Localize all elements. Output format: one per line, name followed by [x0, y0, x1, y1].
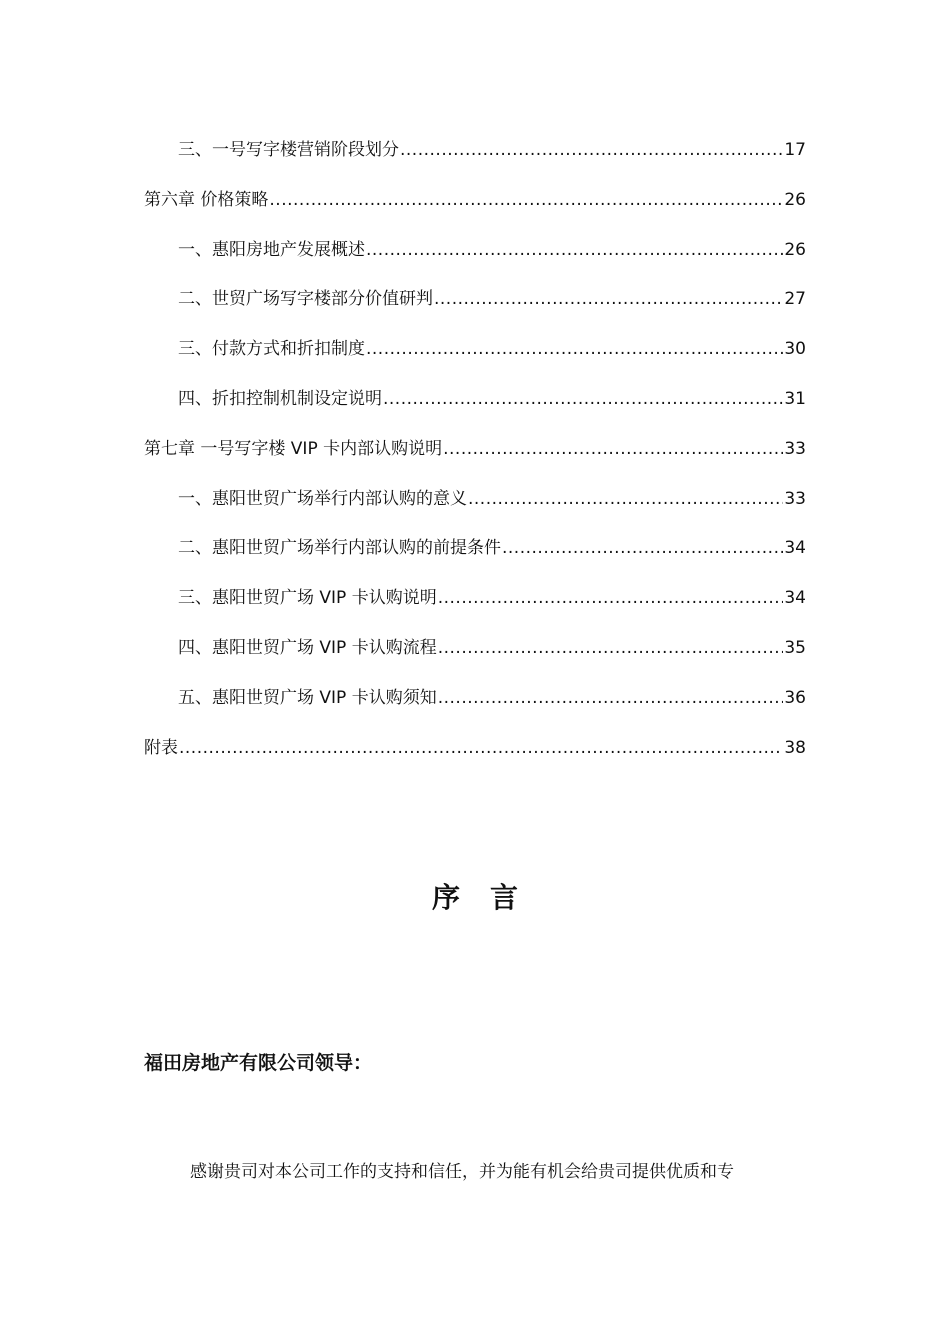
toc-page-number: 26 [784, 239, 806, 260]
toc-entry-title: 第七章 一号写字楼 VIP 卡内部认购说明 [144, 438, 443, 459]
toc-entry-title: 一、惠阳房地产发展概述 [178, 239, 365, 260]
table-of-contents [144, 137, 806, 784]
toc-entry-title: 一、惠阳世贸广场举行内部认购的意义 [178, 488, 467, 509]
toc-page-number: 34 [784, 538, 806, 559]
toc-entry-title: 四、折扣控制机制设定说明 [178, 388, 382, 409]
toc-entry-title: 三、一号写字楼营销阶段划分 [178, 140, 399, 160]
toc-entry[interactable] [144, 237, 806, 287]
toc-page-number: 35 [784, 637, 806, 658]
toc-dot-leader [269, 187, 783, 213]
toc-dot-leader [179, 735, 783, 761]
toc-dot-leader [366, 237, 783, 263]
toc-entry[interactable] [144, 386, 806, 436]
toc-entry-title: 三、惠阳世贸广场 VIP 卡认购说明 [178, 588, 437, 609]
toc-entry[interactable] [144, 436, 806, 486]
toc-entry-title: 二、世贸广场写字楼部分价值研判 [178, 289, 433, 310]
toc-entry[interactable] [144, 735, 806, 785]
toc-page-number: 33 [784, 438, 806, 459]
salutation: 福田房地产有限公司领导： [144, 1052, 373, 1074]
toc-dot-leader [502, 535, 783, 561]
toc-dot-leader [400, 137, 783, 163]
toc-dot-leader [468, 486, 783, 512]
toc-page-number: 38 [784, 737, 806, 758]
toc-entry[interactable] [144, 336, 806, 386]
toc-page-number: 17 [784, 140, 806, 160]
toc-page-number: 26 [784, 189, 806, 210]
toc-entry[interactable] [144, 486, 806, 536]
toc-dot-leader [434, 286, 783, 312]
toc-entry[interactable] [144, 187, 806, 237]
toc-dot-leader [438, 585, 784, 611]
toc-entry[interactable] [144, 286, 806, 336]
toc-entry[interactable] [144, 635, 806, 685]
preface-title: 序言 [431, 881, 548, 914]
toc-entry-title: 第六章 价格策略 [144, 189, 269, 210]
body-paragraph: 感谢贵司对本公司工作的支持和信任，并为能有机会给贵司提供优质和专 [190, 1162, 734, 1182]
toc-entry-title: 三、付款方式和折扣制度 [178, 339, 365, 360]
toc-entry[interactable] [144, 137, 806, 187]
toc-dot-leader [443, 436, 783, 462]
toc-entry[interactable] [144, 685, 806, 735]
toc-dot-leader [438, 635, 784, 661]
toc-dot-leader [383, 386, 783, 412]
toc-dot-leader [366, 336, 783, 362]
toc-page-number: 33 [784, 488, 806, 509]
toc-page-number: 27 [784, 289, 806, 310]
toc-entry-title: 二、惠阳世贸广场举行内部认购的前提条件 [178, 538, 501, 559]
toc-entry[interactable] [144, 535, 806, 585]
toc-entry[interactable] [144, 585, 806, 635]
toc-page-number: 31 [784, 388, 806, 409]
toc-entry-title: 附表 [144, 737, 178, 758]
toc-page-number: 34 [784, 588, 806, 609]
toc-page-number: 30 [784, 339, 806, 360]
toc-entry-title: 五、惠阳世贸广场 VIP 卡认购须知 [178, 687, 437, 708]
toc-dot-leader [438, 685, 784, 711]
toc-entry-title: 四、惠阳世贸广场 VIP 卡认购流程 [178, 637, 437, 658]
toc-page-number: 36 [784, 687, 806, 708]
